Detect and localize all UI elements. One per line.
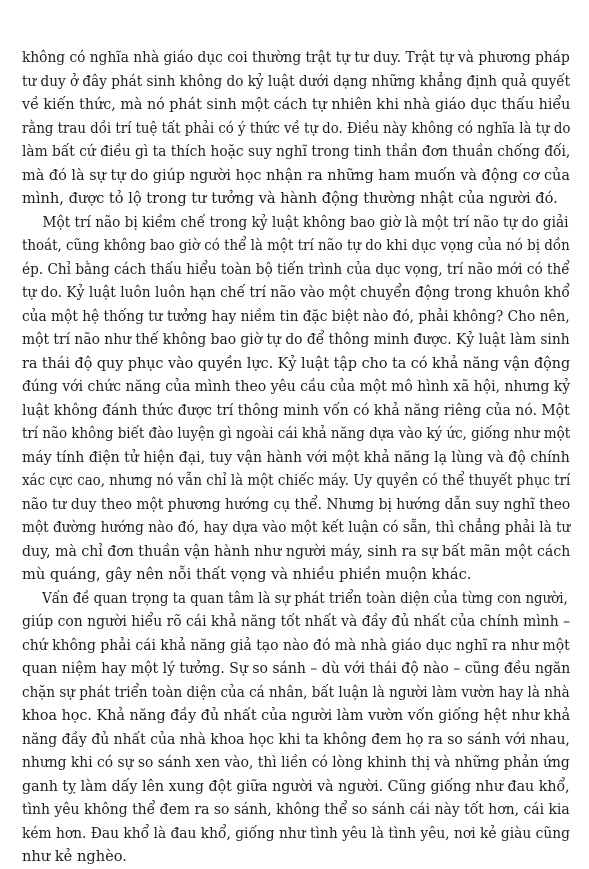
text-line: nhưng khi có sự so sánh xen vào, thì liền có lòng khinh thị và những phản ứng <box>22 754 570 771</box>
text-line: não tư duy theo một phương hướng cụ thể. Nhưng bị hướng dẫn suy nghĩ theo <box>22 495 571 513</box>
text-line: tự do. Kỷ luật luôn luôn hạn chế trí não vào một chuyển động trong khuôn khổ <box>22 284 570 301</box>
text-line: mù quáng, gây nên nỗi thất vọng và nhiều phiền muộn khác. <box>22 566 472 583</box>
text-line: về kiến thức, mà nó phát sinh một cách tự nhiên khi nhà giáo dục thấu hiểu <box>22 96 571 113</box>
paragraph-2 <box>22 211 574 587</box>
body-text <box>22 46 574 869</box>
text-line: năng đầy đủ nhất của nhà khoa học khi ta không đem họ ra so sánh với nhau, <box>22 730 570 748</box>
text-line: Một trí não bị kiềm chế trong kỷ luật không bao giờ là một trí não tự do giải <box>42 213 569 231</box>
text-line: chứ không phải cái khả năng giả tạo nào đó mà nhà giáo dục nghĩ ra như một <box>22 636 570 654</box>
text-line: làm bất cứ điều gì ta thích hoặc suy nghĩ trong tinh thần đơn thuần chống đối, <box>22 143 571 160</box>
text-line: thoát, cũng không bao giờ có thể là một trí não tự do khi dục vọng của nó bị dồn <box>22 237 570 254</box>
text-line: một trí não như thế không bao giờ tự do để thông minh được. Kỷ luật làm sinh <box>22 331 570 348</box>
text-line: luật không đánh thức được trí thông minh vốn có khả năng riêng của nó. Một <box>22 401 570 419</box>
text-line: không có nghĩa nhà giáo dục coi thường trật tự tư duy. Trật tự và phương pháp <box>22 49 570 66</box>
text-line: giúp con người hiểu rõ cái khả năng tốt nhất và đầy đủ nhất của chính mình – <box>22 613 571 630</box>
text-line: một đường hướng nào đó, hay dựa vào một kết luận có sẵn, thì chẳng phải là tư <box>22 519 571 536</box>
text-line: ganh tỵ làm dấy lên xung đột giữa người và người. Cũng giống như đau khổ, <box>22 777 570 795</box>
text-line: mà đó là sự tự do giúp người học nhận ra những ham muốn và động cơ của <box>22 166 570 184</box>
text-line: duy, mà chỉ đơn thuần vận hành như người máy, sinh ra sự bất mãn một cách <box>22 542 571 560</box>
text-line: tư duy ở đây phát sinh không do kỷ luật dưới dạng những khẳng định quả quyết <box>22 72 571 90</box>
text-line: như kẻ nghèo. <box>22 848 127 865</box>
text-line: kém hơn. Đau khổ là đau khổ, giống như tình yêu là tình yêu, nơi kẻ giàu cũng <box>22 824 570 842</box>
text-line: tình yêu không thể đem ra so sánh, không thể so sánh cái này tốt hơn, cái kia <box>22 801 570 818</box>
text-line: ra thái độ quy phục vào quyền lực. Kỷ luật tập cho ta có khả năng vận động <box>22 354 571 372</box>
text-line: quan niệm hay một lý tưởng. Sự so sánh – dù với thái độ nào – cũng đều ngăn <box>22 660 571 677</box>
text-line: máy tính điện tử hiện đại, tuy vận hành với một khả năng lạ lùng và độ chính <box>22 448 570 466</box>
paragraph-1 <box>22 46 574 211</box>
text-line: đúng với chức năng của mình theo yêu cầu của một mô hình xã hội, nhưng kỷ <box>22 378 571 395</box>
text-line: của một hệ thống tư tưởng hay niềm tin đặc biệt nào đó, phải không? Cho nên, <box>22 307 570 325</box>
text-line: Vấn đề quan trọng ta quan tâm là sự phát triển toàn diện của từng con người, <box>42 589 568 607</box>
text-line: khoa học. Khả năng đầy đủ nhất của người làm vườn vốn giống hệt như khả <box>22 707 571 724</box>
text-line: trí não không biết đào luyện gì ngoài cái khả năng dựa vào ký ức, giống như một <box>22 425 571 442</box>
text-line: xác cực cao, nhưng nó vẫn chỉ là một chiếc máy. Uy quyền có thể thuyết phục trí <box>22 472 571 489</box>
text-line: chặn sự phát triển toàn diện của cá nhân, bất luận là người làm vườn hay là nhà <box>22 683 570 701</box>
paragraph-3 <box>22 587 574 869</box>
text-line: mình, được tỏ lộ trong tư tưởng và hành động thường nhật của người đó. <box>22 190 558 207</box>
text-line: rằng trau dồi trí tuệ tất phải có ý thức về tự do. Điều này không có nghĩa là tự do <box>22 119 571 137</box>
text-line: ép. Chỉ bằng cách thấu hiểu toàn bộ tiến trình của dục vọng, trí não mới có thể <box>22 260 570 278</box>
